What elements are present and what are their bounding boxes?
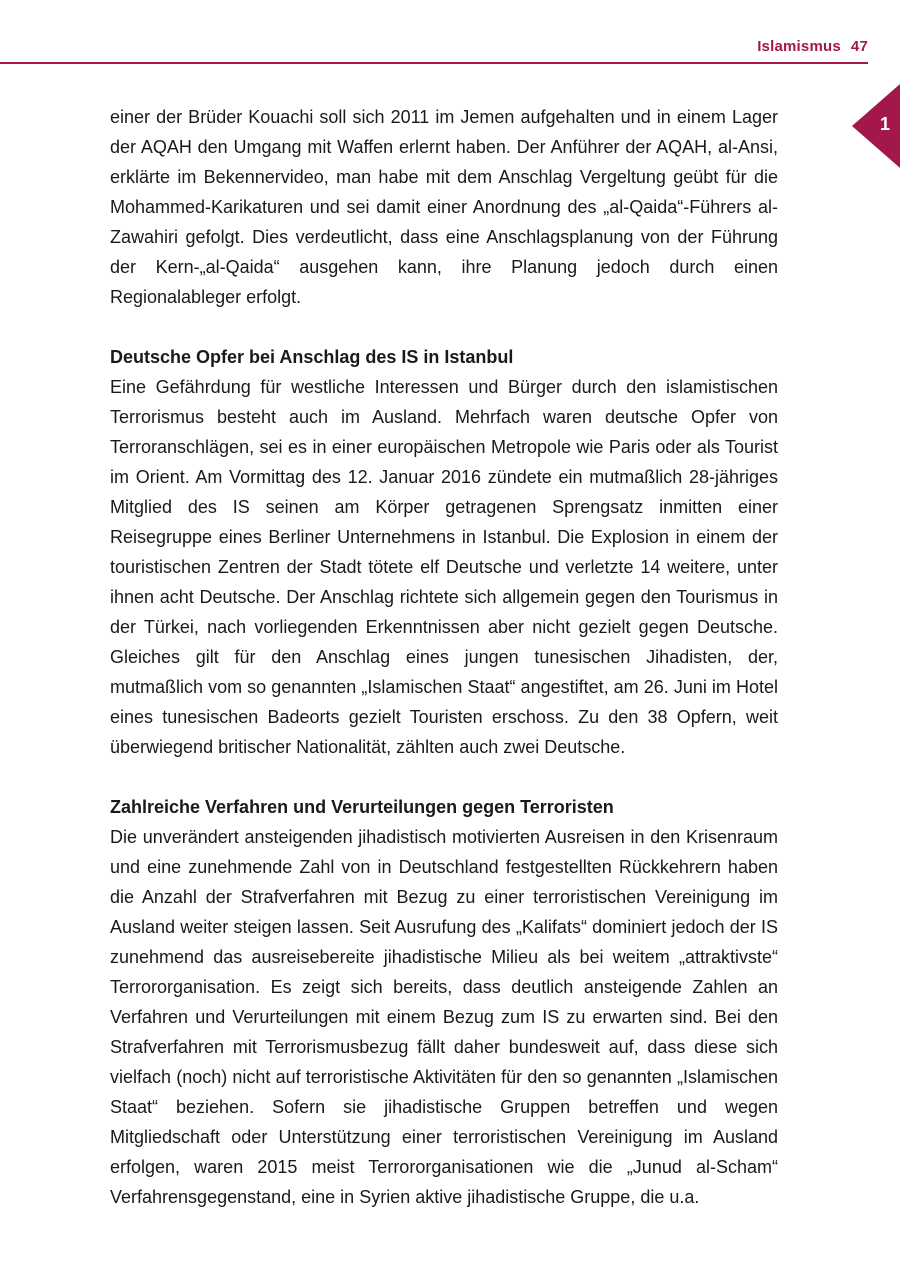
chapter-tab-shape bbox=[852, 84, 900, 168]
page-body bbox=[110, 102, 778, 1212]
header-rule bbox=[0, 62, 868, 64]
section-heading-istanbul: Deutsche Opfer bei Anschlag des IS in Istanbul bbox=[110, 347, 514, 367]
chapter-tab bbox=[852, 84, 900, 168]
page-number: 47 bbox=[850, 38, 868, 55]
chapter-number: 1 bbox=[879, 114, 890, 134]
intro-paragraph: einer der Brüder Kouachi soll sich 2011 im Jemen aufgehalten und in einem Lager der AQAH den Umgang mit Waffen erlernt haben. Der Anführer der AQAH, al-Ansi, erklärte im Bekennervideo, man habe mit dem Anschlag Vergeltung geübt für die Mohammed-Karikaturen und sei damit einer Anordnung des „al-Qaida“-Führers al-Zawahiri gefolgt. Dies verdeutlicht, dass eine Anschlagsplanung von der Führung der Kern-„al-Qaida“ ausgehen kann, ihre Planung jedoch durch einen Regionalableger erfolgt. bbox=[110, 107, 778, 307]
section-body-istanbul: Eine Gefährdung für westliche Interessen und Bürger durch den islamistischen Terrorismus besteht auch im Ausland. Mehrfach waren deutsche Opfer von Terroranschlägen, sei es in einer europäischen Metropole wie Paris oder als Tourist im Orient. Am Vormittag des 12. Januar 2016 zündete ein mutmaßlich 28-jähriges Mitglied des IS seinen am Körper getragenen Sprengsatz inmitten einer Reisegruppe eines Berliner Unternehmens in Istanbul. Die Explosion in einem der touristischen Zentren der Stadt tötete elf Deutsche und verletzte 14 weitere, unter ihnen acht Deutsche. Der Anschlag richtete sich allgemein gegen den Tourismus in der Türkei, nach vorliegenden Erkenntnissen aber nicht gezielt gegen Deutsche. Gleiches gilt für den Anschlag eines jungen tunesischen Jihadisten, der, mutmaßlich vom so genannten „Islamischen Staat“ angestiftet, am 26. Juni im Hotel eines tunesischen Badeorts gezielt Touristen erschoss. Zu den 38 Opfern, weit überwiegend britischer Nationalität, zählten auch zwei Deutsche. bbox=[110, 377, 778, 757]
running-header bbox=[757, 38, 868, 55]
section-body-verfahren: Die unverändert ansteigenden jihadistisch motivierten Ausreisen in den Krisenraum und eine zunehmende Zahl von in Deutschland festgestellten Rückkehrern haben die Anzahl der Strafverfahren mit Bezug zu einer terroristischen Vereinigung im Ausland weiter steigen lassen. Seit Ausrufung des „Kalifats“ dominiert jedoch der IS zunehmend das ausreisebereite jihadistische Milieu als bei weitem „attraktivste“ Terrororganisation. Es zeigt sich bereits, dass deutlich ansteigende Zahlen an Verfahren und Verurteilungen mit einem Bezug zum IS zu erwarten sind. Bei den Strafverfahren mit Terrorismusbezug fällt daher bundesweit auf, dass diese sich vielfach (noch) nicht auf terroristische Aktivitäten für den so genannten „Islamischen Staat“ beziehen. Sofern sie jihadistische Gruppen betreffen und wegen Mitgliedschaft oder Unterstützung einer terroristischen Vereinigung im Ausland erfolgen, waren 2015 meist Terrororganisationen wie die „Junud al-Scham“ Verfahrensgegenstand, eine in Syrien aktive jihadistische Gruppe, die u.a. bbox=[110, 827, 778, 1207]
section-heading-verfahren: Zahlreiche Verfahren und Verurteilungen gegen Terroristen bbox=[110, 797, 614, 817]
section-title: Islamismus bbox=[757, 38, 841, 55]
